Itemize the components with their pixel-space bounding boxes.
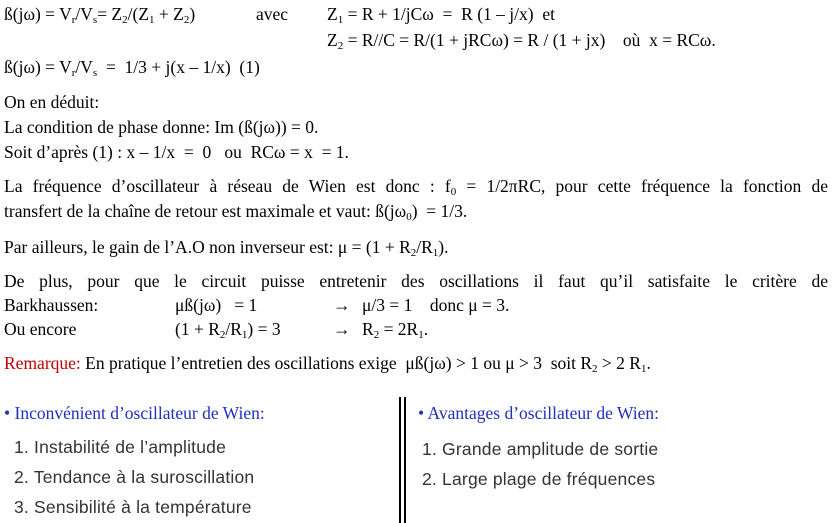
avec-label: avec — [256, 4, 289, 24]
z2-equation: $Z_2 = R//C = R/(1 + jRC\omega) = R / (1 + jx)$ où x = RCω. — [327, 30, 716, 52]
frequency-paragraph: La fréquence d’oscillateur à réseau de Wien est donc : $f_0 = 1/2\pi RC$, pour cette fréquence la fonction de — [4, 176, 828, 198]
ou-encore-equation: $(1 + R_2/R_1) = 3$ — [175, 319, 281, 341]
apres-text: Soit d’après (1) : x – 1/x = 0 ou RCω = x = 1. — [4, 142, 349, 162]
avantages-title: • Avantages d’oscillateur de Wien: — [418, 403, 659, 423]
barkhaussen-result: μ/3 = 1 donc μ = 3. — [362, 295, 510, 315]
remarque-label: Remarque: — [4, 353, 81, 373]
ou-encore-label: Ou encore — [4, 319, 77, 339]
deduit-text: On en déduit: — [4, 92, 100, 112]
inconvenient-title: • Inconvénient d’oscillateur de Wien: — [4, 403, 265, 423]
gain-text: Par ailleurs, le gain de l’A.O non inverseur est: $\mu = (1 + R_2/R_1)$. — [4, 237, 449, 259]
arrow-1: → — [333, 295, 351, 315]
deplus-paragraph: De plus, pour que le circuit puisse entretenir des oscillations il faut qu’il satisfaite le critère de — [4, 271, 828, 291]
transfert-text: transfert de la chaîne de retour est maximale et vaut: $ß(j\omega_0) = 1/3$. — [4, 201, 468, 223]
beta-equation-1: ß(jω) = $V_r/V_s = 1/3 + j(x - 1/x)$ (1) — [4, 57, 260, 79]
inconvenient-item: 1. Instabilité de l’amplitude — [14, 437, 227, 457]
divider-line — [399, 397, 401, 523]
divider-line — [404, 397, 406, 523]
beta-equation: ß(jω) = $V_r/V_s= Z_2/(Z_1 + Z_2)$ — [4, 4, 196, 26]
remarque-line: Remarque: En pratique l’entretien des oscillations exige μß(jω) > 1 ou μ > 3 soit $R_2 > 2$ $R_1$. — [4, 353, 651, 375]
inconvenient-item: 2. Tendance à la suroscillation — [14, 467, 255, 487]
barkhaussen-label: Barkhaussen: — [4, 295, 99, 315]
avantages-item: 1. Grande amplitude de sortie — [422, 439, 659, 459]
z1-equation: $Z_1 = R + 1/jC\omega = R$ (1 – j/x) et — [327, 4, 555, 26]
barkhaussen-equation: μß(jω) = 1 — [175, 295, 258, 315]
ou-encore-result: $R_2 = 2R_1$. — [362, 319, 429, 341]
arrow-2: → — [333, 319, 351, 339]
condition-text: La condition de phase donne: Im (ß(jω)) = 0. — [4, 117, 319, 137]
avantages-item: 2. Large plage de fréquences — [422, 469, 656, 489]
inconvenient-item: 3. Sensibilité à la température — [14, 497, 252, 517]
